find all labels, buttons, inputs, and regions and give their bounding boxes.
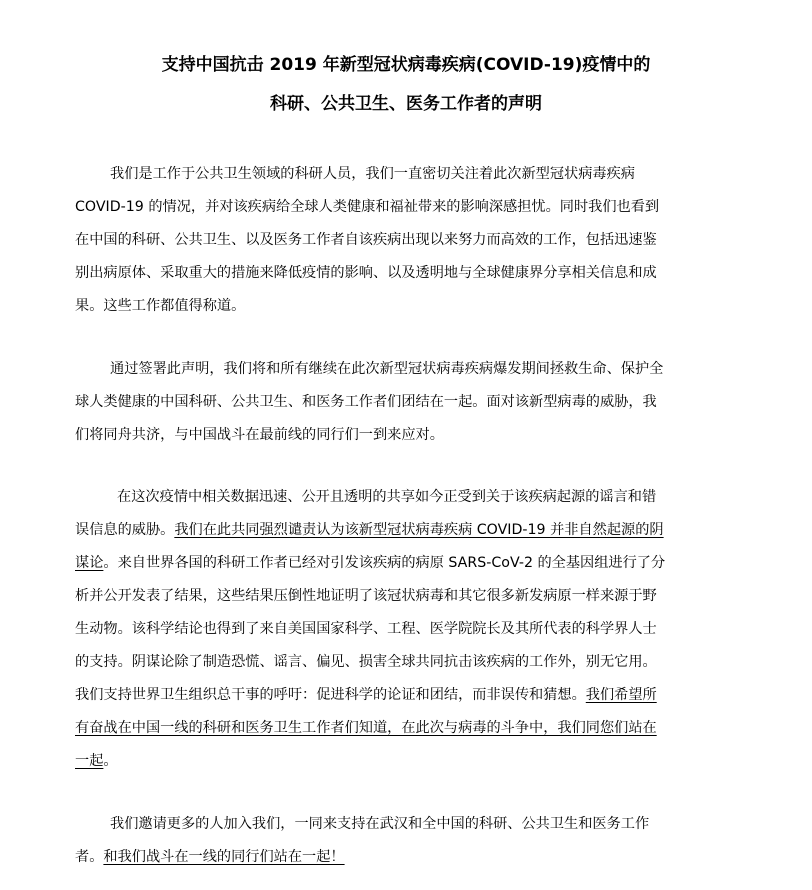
paragraph-3-line <box>75 745 737 778</box>
paragraph-3-line: 在这次疫情中相关数据迅速、公开且透明的共享如今正受到关于该疾病起源的谣言和错 <box>117 489 657 505</box>
paragraph-3-line <box>75 514 737 547</box>
paragraph-4-line: 我们邀请更多的人加入我们，一同来支持在武汉和全中国的科研、公共卫生和医务工作 <box>110 816 650 832</box>
paragraph-3-line: 的支持。阴谋论除了制造恐慌、谣言、偏见、损害全球共同抗击该疾病的工作外，别无它用。 <box>75 654 657 670</box>
paragraph-1-line: COVID-19 的情况，并对该疾病给全球人类健康和福祉带来的影响深感担忧。同时我们也看到 <box>75 199 660 215</box>
paragraph-2-line: 球人类健康的中国科研、公共卫生、和医务工作者们团结在一起。面对该新型病毒的威胁，我 <box>75 394 657 410</box>
paragraph-2-line: 们将同舟共济，与中国战斗在最前线的同行们一到来应对。 <box>75 427 444 443</box>
paragraph-3-line <box>75 547 737 580</box>
paragraph-3-text: 误信息的威胁。 <box>75 522 175 538</box>
document-title-line-2: 科研、公共卫生、医务工作者的声明 <box>270 94 542 114</box>
paragraph-4-text: 者。 <box>75 849 104 865</box>
underlined-call-to-action-text: 和我们战斗在一线的同行们站在一起！ <box>103 849 345 865</box>
underlined-solidarity-text: 有奋战在中国一线的科研和医务卫生工作者们知道，在此次与病毒的斗争中，我们同您们站在 <box>75 720 657 736</box>
document-title-line-1: 支持中国抗击 2019 年新型冠状病毒疾病(COVID-19)疫情中的 <box>161 55 651 75</box>
paragraph-2-line: 通过签署此声明，我们将和所有继续在此次新型冠状病毒疾病爆发期间拯救生命、保护全 <box>110 361 664 377</box>
paragraph-3-line <box>75 679 737 712</box>
paragraph-1-line: 在中国的科研、公共卫生、以及医务工作者自该疾病出现以来努力而高效的工作，包括迅速鉴 <box>75 232 657 248</box>
paragraph-4 <box>75 808 737 874</box>
paragraph-2 <box>75 353 737 452</box>
paragraph-1-line: 果。这些工作都值得称道。 <box>75 298 246 314</box>
paragraph-3-line: 析并公开发表了结果，这些结果压倒性地证明了该冠状病毒和其它很多新发病原一样来源于野 <box>75 588 657 604</box>
underlined-condemnation-text: 我们在此共同强烈谴责认为该新型冠状病毒疾病 COVID-19 并非自然起源的阴 <box>174 522 664 538</box>
paragraph-1 <box>75 158 737 323</box>
paragraph-3-line <box>75 712 737 745</box>
paragraph-3-text: 我们支持世界卫生组织总干事的呼吁：促进科学的论证和团结，而非误传和猜想。 <box>75 687 586 703</box>
paragraph-1-line: 别出病原体、采取重大的措施来降低疫情的影响、以及透明地与全球健康界分享相关信息和成 <box>75 265 657 281</box>
underlined-condemnation-text: 谋论 <box>75 555 104 571</box>
paragraph-3 <box>75 481 737 778</box>
paragraph-1-line: 我们是工作于公共卫生领域的科研人员，我们一直密切关注着此次新型冠状病毒疾病 <box>110 166 635 182</box>
paragraph-3-text: 。 <box>103 753 118 769</box>
underlined-solidarity-text: 一起 <box>75 753 104 769</box>
paragraph-3-line: 生动物。该科学结论也得到了来自美国国家科学、工程、医学院院长及其所代表的科学界人士 <box>75 621 657 637</box>
underlined-solidarity-text: 我们希望所 <box>585 687 657 703</box>
paragraph-4-line <box>75 841 737 874</box>
paragraph-3-text: 。来自世界各国的科研工作者已经对引发该疾病的病原 SARS-CoV-2 的全基因组进行了分 <box>103 555 666 571</box>
